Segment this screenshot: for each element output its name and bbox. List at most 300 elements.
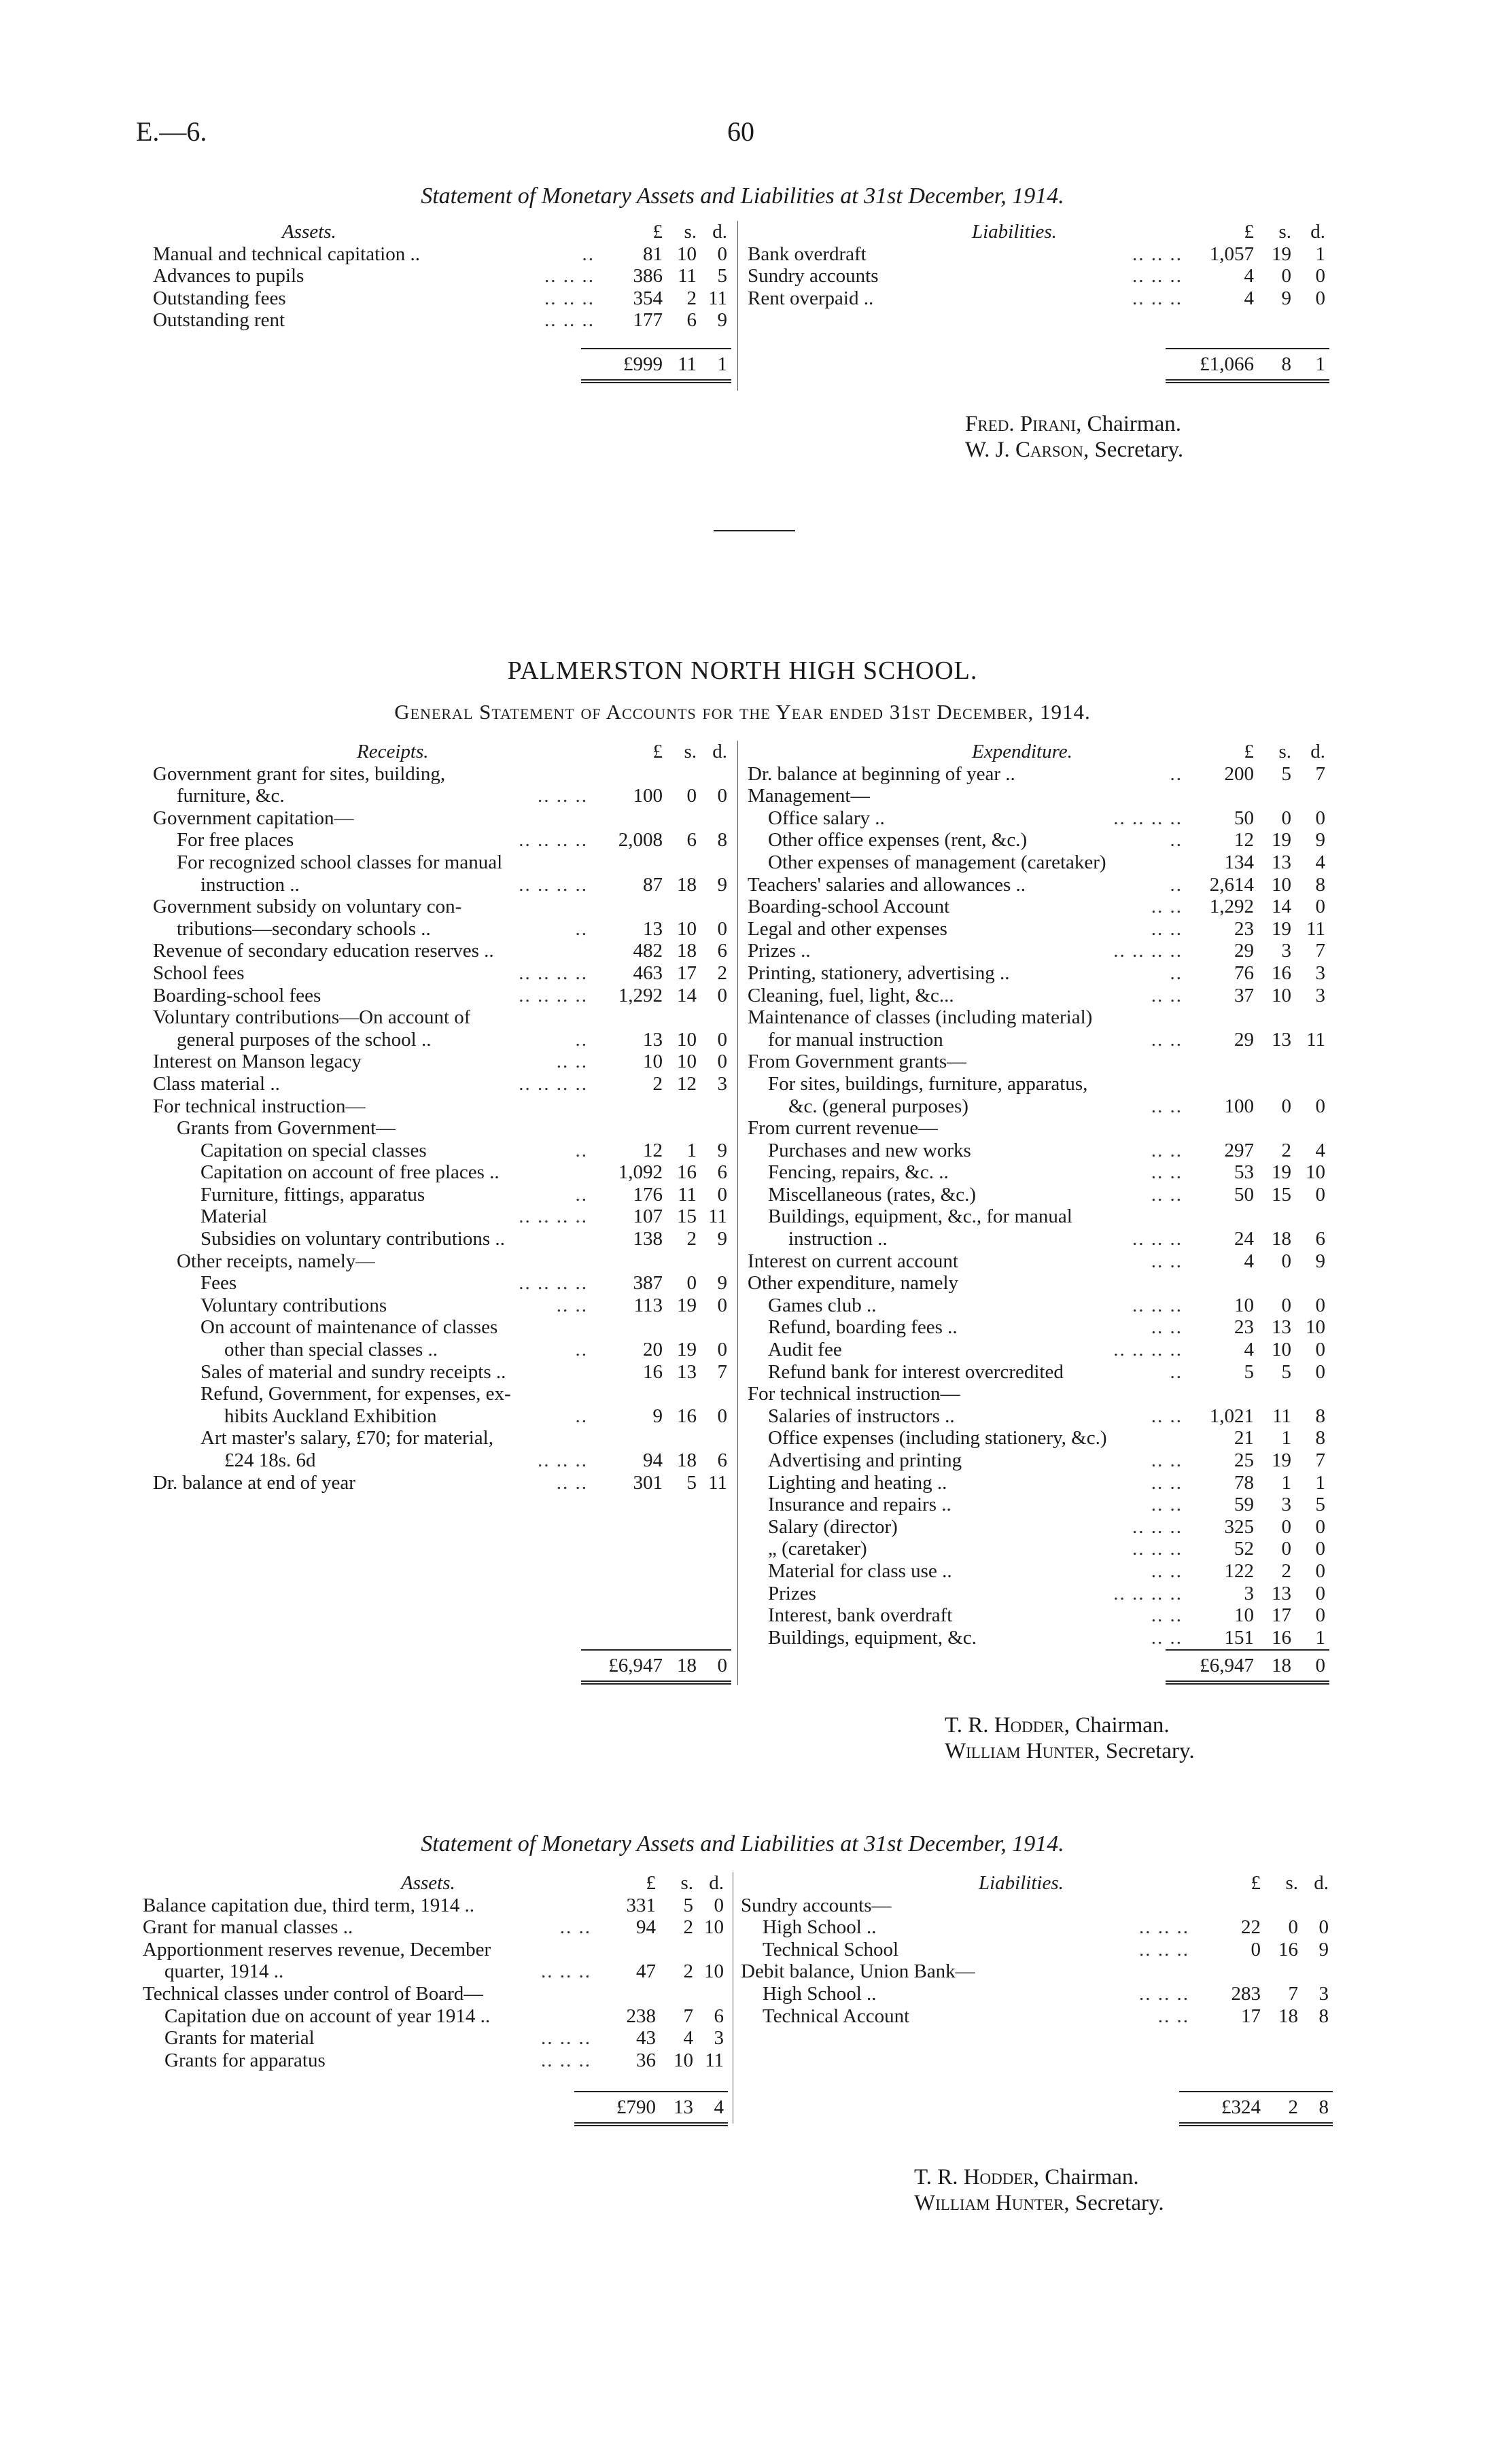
s2-liabilities-unit-pence: d. xyxy=(1314,1872,1329,1894)
receipts-row-label: Voluntary contributions xyxy=(200,1294,387,1316)
receipts-row-label: On account of maintenance of classes xyxy=(200,1316,498,1339)
receipts-row-shillings: 18 xyxy=(677,940,697,962)
receipts-row-pounds: 301 xyxy=(633,1471,663,1494)
expenditure-row-dots: .. .. xyxy=(1151,984,1183,1006)
statement2-title: Statement of Monetary Assets and Liabilities at 31st December, 1914. xyxy=(421,1831,1064,1856)
expenditure-row-label: Other office expenses (rent, &c.) xyxy=(768,829,1028,851)
receipts-row-pence: 9 xyxy=(717,1272,727,1295)
receipts-row-label: instruction .. xyxy=(200,873,300,896)
s1-assets-row-shillings: 6 xyxy=(686,309,697,332)
s2-liabilities-total-rule xyxy=(1179,2091,1333,2092)
s2-assets-row xyxy=(143,1895,731,1917)
expenditure-row-shillings: 10 xyxy=(1272,873,1291,896)
receipts-row-dots: .. .. .. .. xyxy=(519,829,588,851)
expenditure-row-pounds: 76 xyxy=(1234,962,1254,984)
receipts-row-shillings: 11 xyxy=(678,1183,697,1205)
s2-assets-row-pounds: 238 xyxy=(626,2005,656,2027)
expenditure-row-shillings: 5 xyxy=(1281,1360,1291,1383)
receipts-row-shillings: 0 xyxy=(686,1272,697,1295)
receipts-row-label: Capitation on account of free places .. xyxy=(200,1161,500,1184)
s2-assets-unit-pounds: £ xyxy=(646,1872,656,1894)
receipts-row xyxy=(153,1184,737,1206)
s2-liabilities-row-shillings: 0 xyxy=(1288,1916,1298,1939)
s1-liabilities-row-label: Bank overdraft xyxy=(748,243,867,265)
expenditure-row-label: „ (caretaker) xyxy=(768,1538,867,1560)
expenditure-row-dots: .. .. xyxy=(1151,917,1183,940)
expenditure-row-shillings: 5 xyxy=(1281,762,1291,785)
expenditure-row-shillings: 0 xyxy=(1281,1515,1291,1538)
signatory-name: William Hunter xyxy=(945,1739,1095,1763)
s2-liabilities-heading-row xyxy=(741,1872,1342,1895)
expenditure-row-dots: .. .. .. .. xyxy=(1113,1582,1183,1604)
receipts-row xyxy=(153,1339,737,1361)
s1-assets-unit-pounds: £ xyxy=(652,221,663,243)
expenditure-row xyxy=(748,1316,1342,1339)
expenditure-row-shillings: 13 xyxy=(1272,1028,1291,1051)
s2-assets-row-pounds: 36 xyxy=(636,2049,656,2071)
receipts-row-label: other than special classes .. xyxy=(224,1339,438,1361)
s1-assets-row-label: Outstanding fees xyxy=(153,287,286,309)
expenditure-row-label: Office salary .. xyxy=(768,807,885,829)
s1-assets-unit-pence: d. xyxy=(712,221,727,243)
s1-liabilities-row xyxy=(748,265,1342,287)
receipts-row-label: Refund, Government, for expenses, ex- xyxy=(200,1383,511,1405)
expenditure-row xyxy=(748,1560,1342,1583)
s2-assets-row-pence: 0 xyxy=(714,1894,724,1916)
s1-liabilities-total-double-rule xyxy=(1166,379,1329,383)
signature-line xyxy=(914,2164,1164,2190)
s2-assets-row-label: Capitation due on account of year 1914 .. xyxy=(164,2005,491,2027)
expenditure-row-dots: .. .. .. xyxy=(1132,1294,1183,1316)
receipts-row xyxy=(153,1361,737,1384)
s1-liabilities-row-pounds: 1,057 xyxy=(1209,243,1254,265)
s1-assets-total-double-rule xyxy=(581,379,731,383)
receipts-row-dots: .. .. .. xyxy=(538,1449,588,1471)
school-subtitle: General Statement of Accounts for the Year ended 31st December, 1914. xyxy=(394,700,1091,724)
receipts-row-pence: 0 xyxy=(717,1051,727,1073)
expenditure-row-dots: .. .. .. xyxy=(1132,1538,1183,1560)
receipts-row-label: Voluntary contributions—On account of xyxy=(153,1006,471,1029)
receipts-row xyxy=(153,1449,737,1472)
expenditure-heading-row xyxy=(748,741,1342,763)
receipts-row-label: tributions—secondary schools .. xyxy=(177,917,431,940)
expenditure-row-shillings: 16 xyxy=(1272,1626,1291,1649)
s2-liabilities-total-pence: 8 xyxy=(1318,2096,1329,2118)
s2-assets-row-pence: 10 xyxy=(704,1916,724,1939)
receipts-row-pence: 0 xyxy=(717,1339,727,1361)
s1-liabilities-row-shillings: 9 xyxy=(1281,287,1291,309)
receipts-row xyxy=(153,1272,737,1295)
expenditure-row-label: Cleaning, fuel, light, &c... xyxy=(748,984,954,1006)
s1-assets-row-pounds: 386 xyxy=(633,265,663,287)
expenditure-row xyxy=(748,985,1342,1007)
receipts-row-pounds: 94 xyxy=(643,1449,663,1471)
receipts-row xyxy=(153,1095,737,1118)
s2-assets-row-label: Balance capitation due, third term, 1914 .. xyxy=(143,1894,475,1916)
receipts-row-dots: .. xyxy=(575,1139,588,1161)
s2-assets-row-pence: 3 xyxy=(714,2027,724,2049)
s2-assets-unit-pence: d. xyxy=(709,1872,724,1894)
expenditure-row-label: Other expenses of management (caretaker) xyxy=(768,851,1106,873)
receipts-row-shillings: 18 xyxy=(677,1449,697,1471)
receipts-row-label: Grants from Government— xyxy=(177,1117,396,1140)
s1-liabilities-unit-shillings: s. xyxy=(1278,221,1291,243)
expenditure-row xyxy=(748,1006,1342,1029)
receipts-unit-pence: d. xyxy=(712,741,727,762)
expenditure-row-dots: .. xyxy=(1170,762,1183,785)
expenditure-row-pounds: 5 xyxy=(1244,1360,1254,1383)
receipts-row xyxy=(153,851,737,874)
receipts-total-rule xyxy=(581,1649,731,1651)
expenditure-row-label: Refund, boarding fees .. xyxy=(768,1316,958,1339)
receipts-row-shillings: 1 xyxy=(686,1139,697,1161)
receipts-row-dots: .. .. .. .. xyxy=(519,984,588,1006)
s2-assets-row-shillings: 2 xyxy=(683,1916,693,1939)
expenditure-row-label: Games club .. xyxy=(768,1294,877,1316)
s1-assets-row-dots: .. .. .. xyxy=(544,287,595,309)
expenditure-row-dots: .. .. xyxy=(1151,1494,1183,1516)
expenditure-row-dots: .. .. .. xyxy=(1132,1228,1183,1250)
s1-liabilities-total-shillings: 8 xyxy=(1281,353,1291,375)
receipts-row-pence: 6 xyxy=(717,1449,727,1471)
s2-liabilities-row-pounds: 283 xyxy=(1231,1982,1261,2005)
expenditure-row-pence: 0 xyxy=(1315,1538,1325,1560)
expenditure-row-label: Buildings, equipment, &c., for manual xyxy=(768,1205,1072,1228)
statement1-table xyxy=(153,221,1342,404)
expenditure-row xyxy=(748,1250,1342,1273)
s2-liabilities xyxy=(741,1872,1342,2118)
receipts-row-pounds: 13 xyxy=(643,1028,663,1051)
receipts-row-pence: 3 xyxy=(717,1072,727,1095)
receipts-row-label: furniture, &c. xyxy=(177,785,285,807)
expenditure-row-label: Refund bank for interest overcredited xyxy=(768,1360,1064,1383)
s2-liabilities-heading: Liabilities. xyxy=(979,1872,1064,1894)
s1-liabilities-row-pence: 0 xyxy=(1315,265,1325,287)
s2-assets-row-shillings: 10 xyxy=(674,2049,693,2071)
s1-assets-row-pounds: 81 xyxy=(643,243,663,265)
statement1-signatures xyxy=(965,411,1183,463)
expenditure-row-pounds: 4 xyxy=(1244,1250,1254,1272)
expenditure-row xyxy=(748,851,1342,874)
s1-liabilities-unit-pence: d. xyxy=(1310,221,1325,243)
receipts-row-pounds: 107 xyxy=(633,1205,663,1228)
expenditure-unit-pence: d. xyxy=(1310,741,1325,762)
expenditure-row xyxy=(748,1583,1342,1605)
receipts-unit-shillings: s. xyxy=(684,741,697,762)
expenditure-row-pounds: 21 xyxy=(1234,1427,1254,1449)
s1-assets-row-label: Manual and technical capitation .. xyxy=(153,243,420,265)
signatory-role: , Secretary. xyxy=(1094,1739,1195,1763)
expenditure-row xyxy=(748,1494,1342,1516)
receipts-row-pounds: 13 xyxy=(643,917,663,940)
s1-assets-row-pounds: 177 xyxy=(633,309,663,332)
expenditure-row-label: Prizes .. xyxy=(748,940,811,962)
receipts-row xyxy=(153,1073,737,1095)
signature-line xyxy=(945,1712,1195,1738)
expenditure-row-dots: .. .. xyxy=(1151,1028,1183,1051)
expenditure-row-label: Salaries of instructors .. xyxy=(768,1405,955,1427)
receipts-row xyxy=(153,1051,737,1073)
expenditure-row-pence: 6 xyxy=(1315,1228,1325,1250)
expenditure-row xyxy=(748,940,1342,962)
expenditure-row-pence: 0 xyxy=(1315,1339,1325,1361)
s1-assets-row-label: Outstanding rent xyxy=(153,309,285,332)
receipts-row-label: Government capitation— xyxy=(153,807,354,829)
receipts xyxy=(153,741,737,1676)
expenditure-row-shillings: 18 xyxy=(1272,1228,1291,1250)
expenditure-row-pence: 0 xyxy=(1315,807,1325,829)
receipts-row-dots: .. .. .. xyxy=(538,785,588,807)
expenditure-row-pence: 0 xyxy=(1315,1095,1325,1117)
expenditure-row-pounds: 52 xyxy=(1234,1538,1254,1560)
document-code: E.—6. xyxy=(136,116,207,147)
receipts-row-shillings: 6 xyxy=(686,829,697,851)
receipts-row-pence: 2 xyxy=(717,962,727,984)
receipts-row-pounds: 176 xyxy=(633,1183,663,1205)
signature-line xyxy=(914,2190,1164,2216)
expenditure-row-dots: .. .. xyxy=(1151,1471,1183,1494)
expenditure-row-dots: .. .. .. .. xyxy=(1113,807,1183,829)
s1-assets xyxy=(153,221,731,375)
expenditure-row xyxy=(748,1339,1342,1361)
receipts-row-pence: 7 xyxy=(717,1360,727,1383)
receipts-row-pence: 0 xyxy=(717,1028,727,1051)
s1-liabilities-row-label: Sundry accounts xyxy=(748,265,879,287)
s1-assets-row-pence: 11 xyxy=(708,287,727,309)
expenditure-row xyxy=(748,1184,1342,1206)
statement2-signatures xyxy=(914,2164,1164,2216)
s1-assets-row xyxy=(153,265,731,287)
s2-assets-row-pounds: 94 xyxy=(636,1916,656,1939)
receipts-row xyxy=(153,1383,737,1405)
s2-liabilities-row-pounds: 0 xyxy=(1251,1938,1261,1960)
expenditure-row-shillings: 1 xyxy=(1281,1427,1291,1449)
school-title: PALMERSTON NORTH HIGH SCHOOL. xyxy=(507,656,978,685)
expenditure-row-label: Maintenance of classes (including material) xyxy=(748,1006,1093,1029)
receipts-row-shillings: 10 xyxy=(677,1028,697,1051)
expenditure-row-dots: .. .. xyxy=(1151,1316,1183,1339)
receipts-row-dots: .. xyxy=(575,1339,588,1361)
statement1-title: Statement of Monetary Assets and Liabilities at 31st December, 1914. xyxy=(421,183,1064,209)
receipts-row xyxy=(153,896,737,918)
expenditure-row-shillings: 19 xyxy=(1272,1449,1291,1471)
s2-liabilities-row-label: Technical School xyxy=(763,1938,899,1960)
receipts-row xyxy=(153,785,737,807)
receipts-row-label: Furniture, fittings, apparatus xyxy=(200,1183,425,1205)
expenditure-row-pence: 8 xyxy=(1315,1427,1325,1449)
receipts-row-pence: 8 xyxy=(717,829,727,851)
receipts-row-label: For recognized school classes for manual xyxy=(177,851,503,873)
receipts-row-shillings: 17 xyxy=(677,962,697,984)
receipts-row xyxy=(153,918,737,940)
s2-liabilities-row-label: Technical Account xyxy=(763,2005,910,2027)
expenditure-row-dots: .. .. .. xyxy=(1132,1515,1183,1538)
expenditure-row-pence: 7 xyxy=(1315,762,1325,785)
s2-assets-row-shillings: 2 xyxy=(683,1960,693,1983)
expenditure-row xyxy=(748,1073,1342,1095)
expenditure-row-pence: 0 xyxy=(1315,1604,1325,1627)
s1-assets-unit-shillings: s. xyxy=(684,221,697,243)
expenditure-row xyxy=(748,1472,1342,1494)
s2-liabilities-total-double-rule xyxy=(1179,2122,1333,2126)
expenditure-row-pounds: 50 xyxy=(1234,1183,1254,1205)
s1-liabilities-heading-row xyxy=(748,221,1342,243)
receipts-row-shillings: 15 xyxy=(677,1205,697,1228)
expenditure-row-shillings: 19 xyxy=(1272,917,1291,940)
s1-liabilities xyxy=(748,221,1342,375)
expenditure-row-label: instruction .. xyxy=(788,1228,888,1250)
s2-assets-row xyxy=(143,1939,731,1961)
expenditure-row-pounds: 37 xyxy=(1234,984,1254,1006)
receipts-row-pence: 0 xyxy=(717,1294,727,1316)
receipts-row-pounds: 138 xyxy=(633,1228,663,1250)
signatory-role: , Chairman. xyxy=(1033,2165,1139,2189)
s2-assets-row xyxy=(143,2005,731,2028)
expenditure-row-label: Teachers' salaries and allowances .. xyxy=(748,873,1026,896)
receipts-row-dots: .. .. .. .. xyxy=(519,1272,588,1295)
receipts-row-pounds: 9 xyxy=(652,1405,663,1427)
expenditure-row-shillings: 0 xyxy=(1281,807,1291,829)
expenditure-row-label: Legal and other expenses xyxy=(748,917,947,940)
receipts-row-pence: 0 xyxy=(717,917,727,940)
expenditure-row xyxy=(748,1427,1342,1449)
s1-assets-row-label: Advances to pupils xyxy=(153,265,304,287)
expenditure-row-dots: .. .. xyxy=(1151,1250,1183,1272)
s1-liabilities-row-pounds: 4 xyxy=(1244,265,1254,287)
s1-assets-row xyxy=(153,243,731,266)
expenditure-row xyxy=(748,829,1342,851)
expenditure-row-shillings: 0 xyxy=(1281,1538,1291,1560)
column-separator xyxy=(737,221,738,391)
receipts-row xyxy=(153,807,737,830)
expenditure-row-pounds: 10 xyxy=(1234,1604,1254,1627)
expenditure-row-label: For sites, buildings, furniture, apparatus, xyxy=(768,1072,1088,1095)
receipts-row-pence: 9 xyxy=(717,1228,727,1250)
s2-assets-row xyxy=(143,2027,731,2049)
expenditure-row-pence: 1 xyxy=(1315,1471,1325,1494)
expenditure-row xyxy=(748,1604,1342,1627)
s2-liabilities-row-pence: 3 xyxy=(1318,1982,1329,2005)
expenditure-row-shillings: 11 xyxy=(1272,1405,1291,1427)
expenditure-row-dots: .. .. xyxy=(1151,1560,1183,1582)
receipts-row-pence: 0 xyxy=(717,1405,727,1427)
s1-liabilities-heading: Liabilities. xyxy=(972,221,1057,243)
expenditure-row-pence: 8 xyxy=(1315,1405,1325,1427)
receipts-row-label: Class material .. xyxy=(153,1072,280,1095)
s2-liabilities-row-pounds: 22 xyxy=(1241,1916,1261,1939)
receipts-row-dots: .. .. .. .. xyxy=(519,873,588,896)
s2-liabilities-row-dots: .. .. xyxy=(1157,2005,1189,2027)
receipts-row xyxy=(153,1250,737,1273)
receipts-row-shillings: 18 xyxy=(677,873,697,896)
receipts-total-shillings: 18 xyxy=(677,1655,697,1676)
receipts-row xyxy=(153,763,737,786)
expenditure-row-pounds: 24 xyxy=(1234,1228,1254,1250)
receipts-row-shillings: 19 xyxy=(677,1339,697,1361)
receipts-row xyxy=(153,962,737,985)
expenditure-row-label: Audit fee xyxy=(768,1339,842,1361)
receipts-row-label: general purposes of the school .. xyxy=(177,1028,432,1051)
expenditure-row-dots: .. .. xyxy=(1151,1604,1183,1627)
expenditure-row xyxy=(748,1405,1342,1428)
s1-assets-row-pence: 5 xyxy=(717,265,727,287)
receipts-row-label: Material xyxy=(200,1205,268,1228)
expenditure-row-pence: 0 xyxy=(1315,1515,1325,1538)
receipts-row-pounds: 16 xyxy=(643,1360,663,1383)
expenditure-row-label: Material for class use .. xyxy=(768,1560,952,1582)
expenditure-row-shillings: 3 xyxy=(1281,1494,1291,1516)
s1-assets-row xyxy=(153,309,731,332)
receipts-row xyxy=(153,1117,737,1140)
s2-liabilities-row-dots: .. .. .. xyxy=(1139,1982,1189,2005)
expenditure-row-label: Prizes xyxy=(768,1582,816,1604)
expenditure-row xyxy=(748,1272,1342,1295)
column-separator xyxy=(737,741,738,1685)
s2-assets-total-pounds: £790 xyxy=(616,2096,656,2118)
expenditure-row xyxy=(748,874,1342,896)
s1-liabilities-row-shillings: 0 xyxy=(1281,265,1291,287)
expenditure-row-dots: .. .. xyxy=(1151,1405,1183,1427)
receipts-row-shillings: 14 xyxy=(677,984,697,1006)
expenditure-row-label: Printing, stationery, advertising .. xyxy=(748,962,1010,984)
expenditure-row-label: Boarding-school Account xyxy=(748,896,950,918)
expenditure-row-label: From Government grants— xyxy=(748,1051,967,1073)
s1-assets-row-shillings: 10 xyxy=(677,243,697,265)
s1-assets-row-pence: 0 xyxy=(717,243,727,265)
s2-assets-row-pounds: 47 xyxy=(636,1960,656,1983)
expenditure-row-pounds: 122 xyxy=(1224,1560,1254,1582)
signatory-name: Fred. Pirani xyxy=(965,412,1077,436)
receipts-row-pounds: 387 xyxy=(633,1272,663,1295)
s2-liabilities-row-shillings: 7 xyxy=(1288,1982,1298,2005)
s2-assets-heading: Assets. xyxy=(401,1872,455,1894)
receipts-row-pence: 9 xyxy=(717,873,727,896)
s2-liabilities-row-shillings: 18 xyxy=(1278,2005,1298,2027)
receipts-row xyxy=(153,1405,737,1428)
s2-liabilities-unit-shillings: s. xyxy=(1285,1872,1298,1894)
s2-assets-row xyxy=(143,1983,731,2005)
s1-assets-row-dots: .. .. .. xyxy=(544,309,595,332)
s2-liabilities-row-pence: 8 xyxy=(1318,2005,1329,2027)
expenditure-row-pence: 0 xyxy=(1315,1183,1325,1205)
school-accounts-table xyxy=(153,741,1342,1706)
expenditure-row-pounds: 3 xyxy=(1244,1582,1254,1604)
expenditure-row-label: Buildings, equipment, &c. xyxy=(768,1626,977,1649)
s2-assets-total-pence: 4 xyxy=(714,2096,724,2118)
s2-liabilities-row-dots: .. .. .. xyxy=(1139,1916,1189,1939)
s2-assets-unit-shillings: s. xyxy=(680,1872,693,1894)
expenditure-row-dots: .. xyxy=(1170,962,1183,984)
expenditure-row-dots: .. .. xyxy=(1151,896,1183,918)
expenditure-row-shillings: 10 xyxy=(1272,984,1291,1006)
expenditure-row-pounds: 53 xyxy=(1234,1161,1254,1184)
expenditure-row xyxy=(748,1140,1342,1162)
s1-liabilities-row-pence: 1 xyxy=(1315,243,1325,265)
s1-assets-row-dots: .. .. .. xyxy=(544,265,595,287)
receipts-row-pounds: 10 xyxy=(643,1051,663,1073)
expenditure-row-pounds: 134 xyxy=(1224,851,1254,873)
expenditure-row-pounds: 23 xyxy=(1234,917,1254,940)
expenditure-row-pence: 11 xyxy=(1306,1028,1325,1051)
expenditure-row-pence: 0 xyxy=(1315,896,1325,918)
expenditure-row-label: Purchases and new works xyxy=(768,1139,971,1161)
expenditure-row-dots: .. .. xyxy=(1151,1161,1183,1184)
statement2-table xyxy=(143,1872,1342,2137)
receipts-row-label: School fees xyxy=(153,962,245,984)
s2-assets-row-pounds: 43 xyxy=(636,2027,656,2049)
expenditure-row-label: Management— xyxy=(748,785,871,807)
receipts-row xyxy=(153,1295,737,1317)
